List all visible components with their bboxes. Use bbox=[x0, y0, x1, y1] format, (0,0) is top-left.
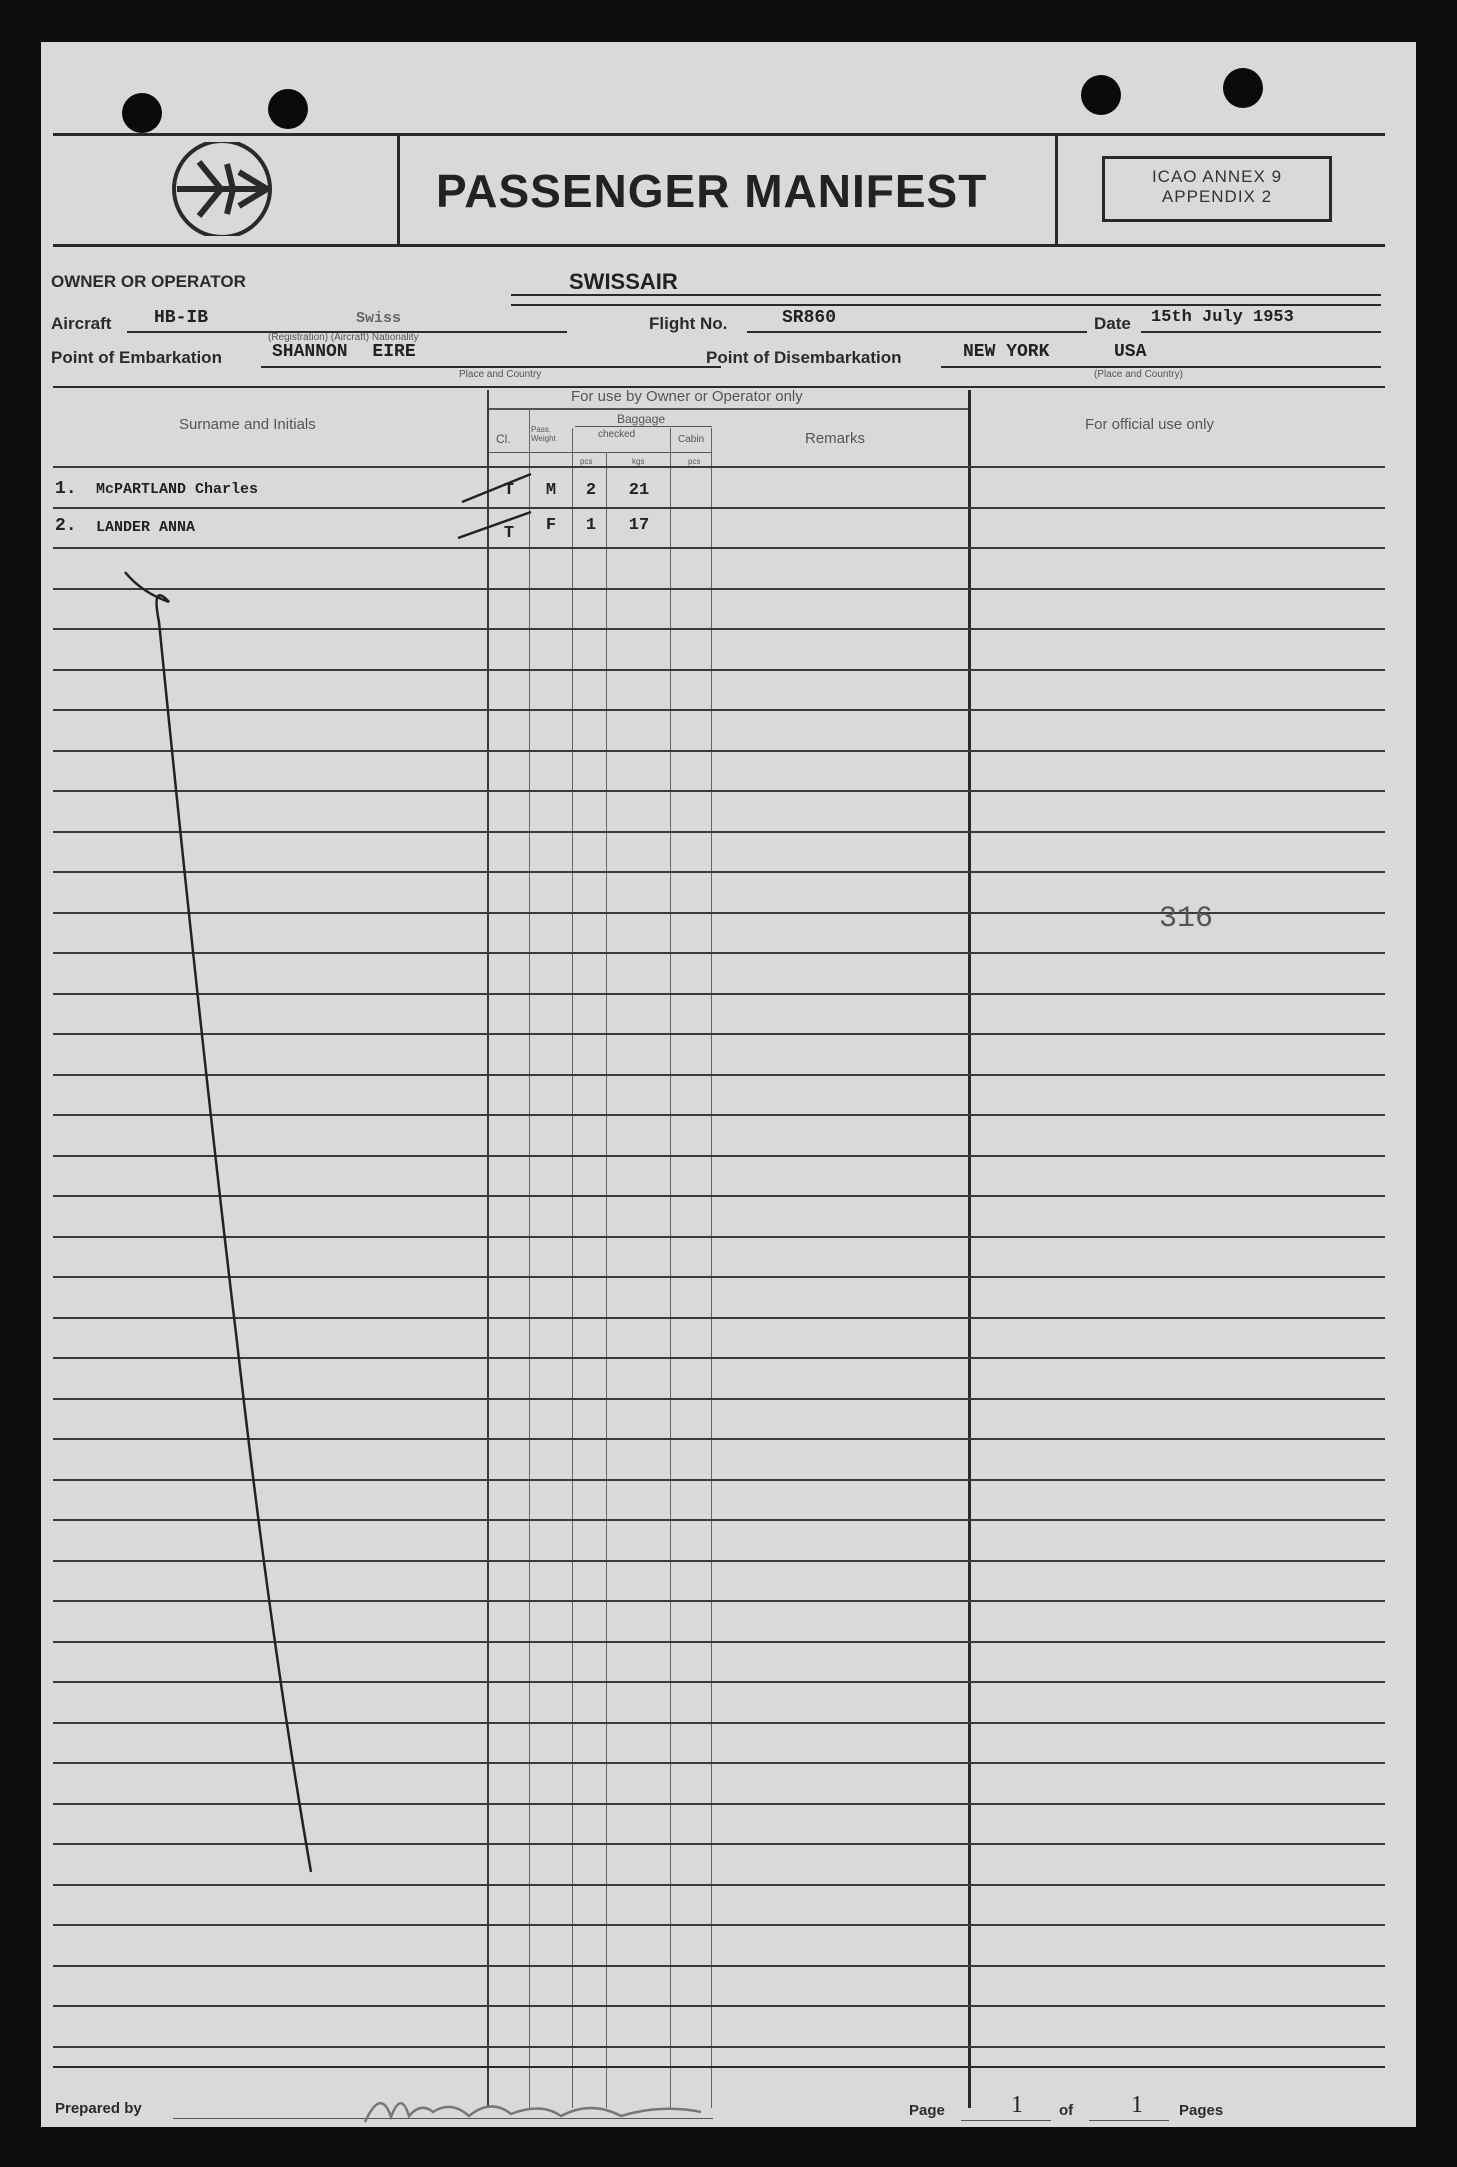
date-label: Date bbox=[1094, 314, 1131, 333]
col-remarks-header: Remarks bbox=[805, 430, 866, 447]
owner-value: SWISSAIR bbox=[569, 269, 678, 294]
aircraft-nationality: Swiss bbox=[356, 310, 402, 327]
manifest-title: PASSENGER MANIFEST bbox=[436, 165, 988, 217]
flight-value: SR860 bbox=[782, 308, 837, 328]
col-names-header: Surname and Initials bbox=[179, 416, 316, 433]
date-value: 15th July 1953 bbox=[1151, 308, 1294, 327]
passenger-1-name: McPARTLAND Charles bbox=[96, 481, 259, 498]
embarkation-value: SHANNON EIRE bbox=[272, 342, 416, 362]
embarkation-caption: Place and Country bbox=[459, 369, 542, 380]
page-label: Page bbox=[909, 2102, 945, 2119]
manifest-sheet bbox=[41, 42, 1416, 2127]
disembarkation-value: NEW YORK bbox=[963, 342, 1050, 362]
disembarkation-country: USA bbox=[1114, 342, 1147, 362]
passenger-1-bag-kgs: 21 bbox=[628, 481, 650, 500]
embarkation-label: Point of Embarkation bbox=[51, 348, 222, 367]
page-total: 1 bbox=[1131, 2092, 1143, 2118]
page-number: 1 bbox=[1011, 2092, 1023, 2118]
prepared-by-label: Prepared by bbox=[55, 2100, 142, 2117]
col-weight-header: Pass. Weight bbox=[531, 425, 556, 443]
page-num-rule bbox=[961, 2120, 1051, 2121]
passenger-1-bag-pcs: 2 bbox=[585, 481, 597, 500]
pages-label: Pages bbox=[1179, 2102, 1224, 2119]
aircraft-registration: HB-IB bbox=[154, 308, 209, 328]
flight-label: Flight No. bbox=[649, 314, 728, 333]
passenger-1-class: T bbox=[503, 481, 515, 500]
page-total-rule bbox=[1089, 2120, 1169, 2121]
owner-label: OWNER OR OPERATOR bbox=[51, 272, 246, 291]
col-cl-header: Cl. bbox=[496, 432, 511, 446]
passenger-2-weight: F bbox=[545, 516, 557, 535]
prepared-by-signature bbox=[361, 2082, 731, 2132]
passenger-2-bag-kgs: 17 bbox=[628, 516, 650, 535]
col-kgs-header: kgs bbox=[632, 457, 645, 466]
table-bottom-rule bbox=[53, 2066, 1385, 2068]
of-label: of bbox=[1059, 2102, 1074, 2119]
col-cabin-header: Cabin bbox=[678, 434, 705, 445]
icao-annex: ICAO ANNEX 9 bbox=[1151, 167, 1283, 186]
passenger-1-weight: M bbox=[545, 481, 557, 500]
passenger-2-name: LANDER ANNA bbox=[96, 519, 196, 536]
disembarkation-caption: (Place and Country) bbox=[1094, 369, 1183, 380]
official-stamp: 316 bbox=[1159, 902, 1214, 936]
col-operator-header: For use by Owner or Operator only bbox=[571, 388, 803, 405]
col-checked-header: checked bbox=[598, 429, 636, 440]
passenger-2-bag-pcs: 1 bbox=[585, 516, 597, 535]
registration-caption: (Registration) (Aircraft) Nationality bbox=[268, 332, 419, 343]
col-baggage-header: Baggage bbox=[617, 412, 666, 426]
col-pcs-header: pcs bbox=[580, 457, 593, 466]
col-official-header: For official use only bbox=[1085, 416, 1214, 433]
handwritten-marks bbox=[41, 42, 1416, 2127]
passenger-2-number: 2. bbox=[55, 516, 77, 536]
col-cabin-sub-header: pcs bbox=[688, 457, 701, 466]
passenger-1-number: 1. bbox=[55, 479, 77, 499]
disembarkation-label: Point of Disembarkation bbox=[706, 348, 902, 367]
passenger-2-class: T bbox=[503, 524, 515, 543]
icao-appendix: APPENDIX 2 bbox=[1161, 187, 1273, 206]
aircraft-label: Aircraft bbox=[51, 314, 112, 333]
